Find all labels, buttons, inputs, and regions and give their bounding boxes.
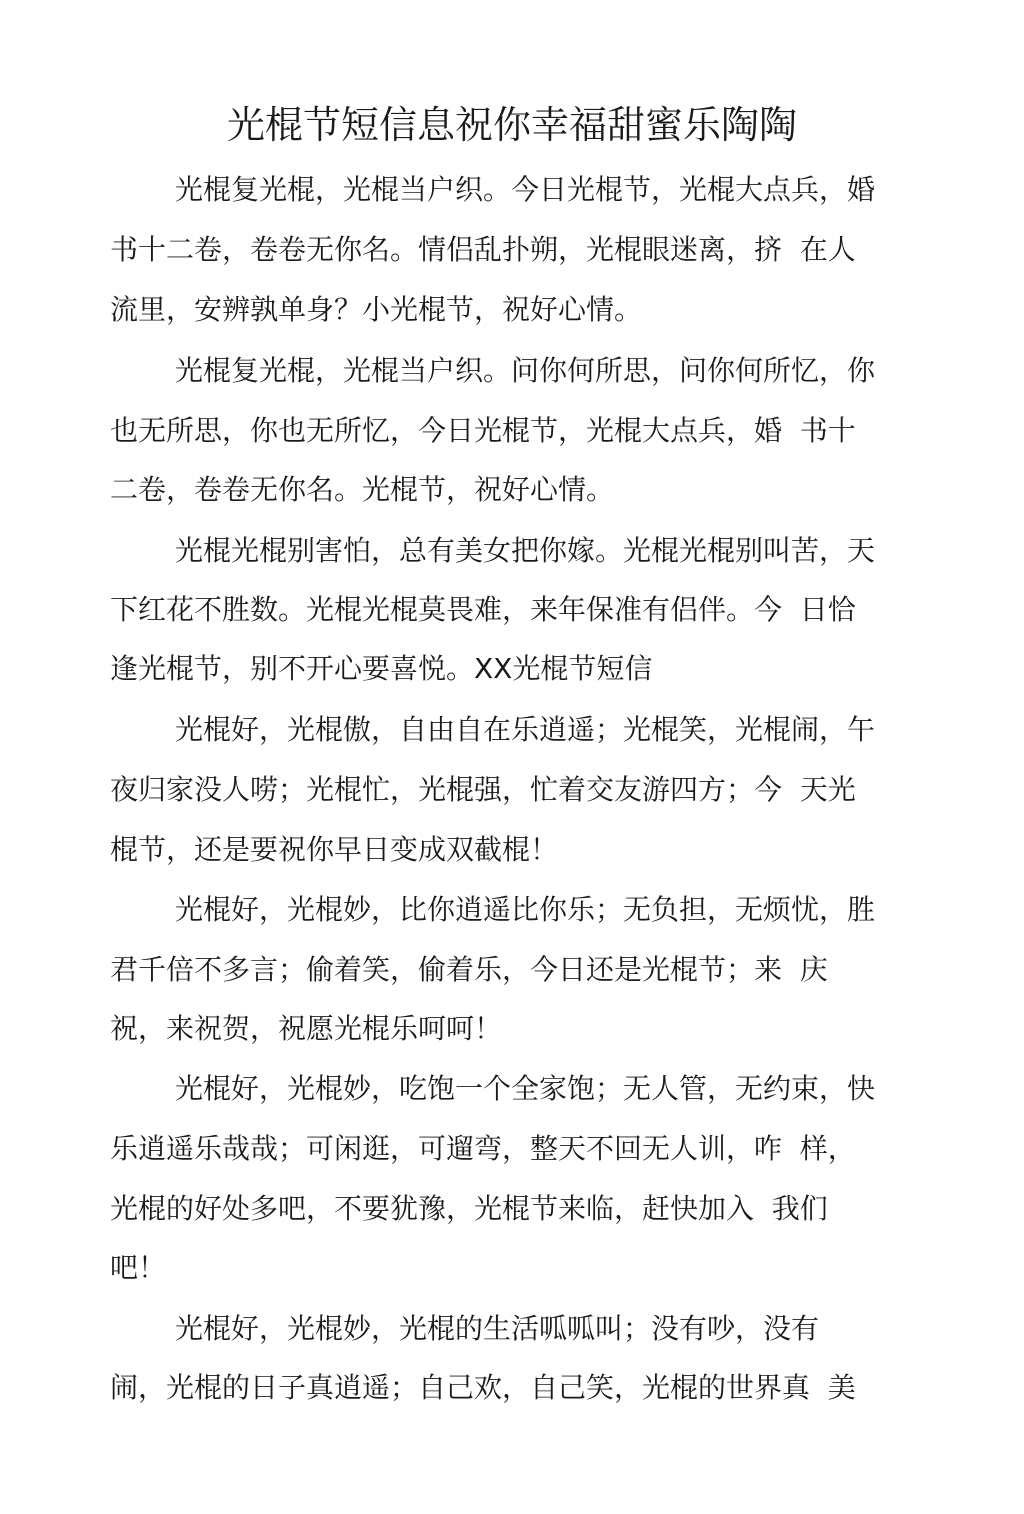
paragraph-1-line-2: 书十二卷，卷卷无你名。情侣乱扑朔，光棍眼迷离，挤 在人 <box>110 233 856 266</box>
paragraph-6-line-4: 吧！ <box>110 1251 167 1284</box>
paragraph-1-line-1: 光棍复光棍，光棍当户织。今日光棍节，光棍大点兵，婚 <box>175 173 876 206</box>
paragraph-6-line-1: 光棍好，光棍妙，吃饱一个全家饱；无人管，无约束，快 <box>175 1072 876 1105</box>
paragraph-3-line-2: 下红花不胜数。光棍光棍莫畏难，来年保准有侣伴。今 日恰 <box>110 593 856 626</box>
paragraph-5-line-1: 光棍好，光棍妙，比你逍遥比你乐；无负担，无烦忧，胜 <box>175 893 876 926</box>
paragraph-1-line-3: 流里，安辨孰单身？小光棍节，祝好心情。 <box>110 293 643 326</box>
paragraph-5-line-3: 祝，来祝贺，祝愿光棍乐呵呵！ <box>110 1012 503 1045</box>
paragraph-7-line-1: 光棍好，光棍妙，光棍的生活呱呱叫；没有吵，没有 <box>175 1312 820 1345</box>
paragraph-4-line-3: 棍节，还是要祝你早日变成双截棍！ <box>110 833 559 866</box>
paragraph-2-line-2: 也无所思，你也无所忆，今日光棍节，光棍大点兵，婚 书十 <box>110 414 856 447</box>
document-title: 光棍节短信息祝你幸福甜蜜乐陶陶 <box>226 103 797 147</box>
paragraph-4-line-2: 夜归家没人唠；光棍忙，光棍强，忙着交友游四方；今 天光 <box>110 773 856 806</box>
paragraph-4-line-1: 光棍好，光棍傲，自由自在乐逍遥；光棍笑，光棍闹，午 <box>175 713 876 746</box>
paragraph-5-line-2: 君千倍不多言；偷着笑，偷着乐，今日还是光棍节；来 庆 <box>110 953 828 986</box>
paragraph-2-line-1: 光棍复光棍，光棍当户织。问你何所思，问你何所忆，你 <box>175 354 876 387</box>
paragraph-7-line-2: 闹，光棍的日子真逍遥；自己欢，自己笑，光棍的世界真 美 <box>110 1371 856 1404</box>
paragraph-6-line-2: 乐逍遥乐哉哉；可闲逛，可遛弯，整天不回无人训，咋 样， <box>110 1132 856 1165</box>
paragraph-2-line-3: 二卷，卷卷无你名。光棍节，祝好心情。 <box>110 473 615 506</box>
paragraph-6-line-3: 光棍的好处多吧，不要犹豫，光棍节来临，赶快加入 我们 <box>110 1192 828 1225</box>
paragraph-3-line-1: 光棍光棍别害怕，总有美女把你嫁。光棍光棍别叫苦，天 <box>175 534 876 567</box>
paragraph-3-line-3: 逢光棍节，别不开心要喜悦。XX光棍节短信 <box>110 652 653 685</box>
